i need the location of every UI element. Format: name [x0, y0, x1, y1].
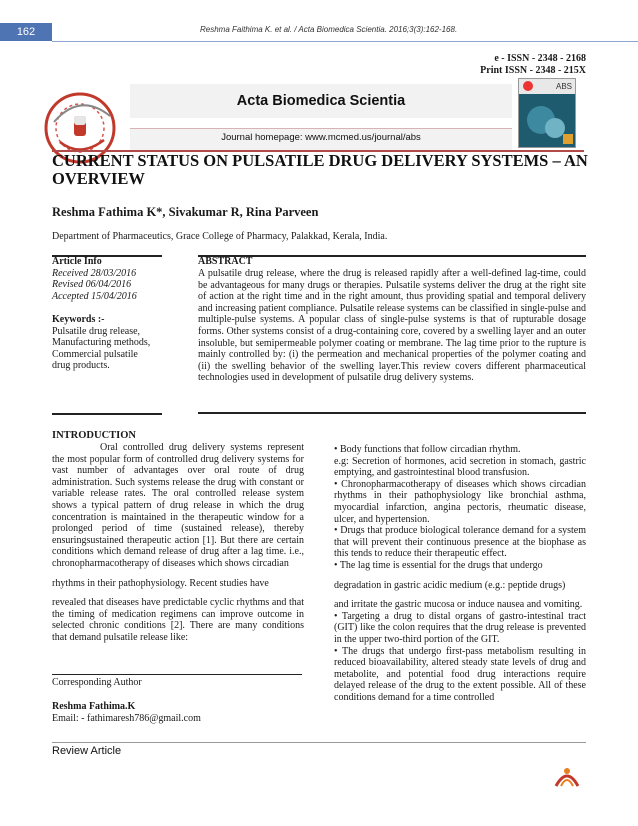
- introduction-left-column: [52, 442, 304, 644]
- list-item: degradation in gastric acidic medium (e.g.: peptide drugs): [334, 579, 566, 591]
- list-item: • The drugs that undergo first-pass metabolism resulting in reduced bioavailability, altered steady state levels of drug and metabolite, and potential food drug interactions require delayed release of the drug to the extent possible. All of these conditions demand for a time controlled: [334, 645, 586, 703]
- corresponding-author-rule: [52, 674, 302, 675]
- print-issn: Print ISSN - 2348 - 215X: [480, 65, 586, 76]
- paragraph: revealed that diseases have predictable cyclic rhythms and that the timing of medication regimens can improve outcome in selected chronic conditions [2]. There are many conditions that demand pulsatile release like:: [52, 597, 304, 643]
- keyword: drug products.: [52, 360, 110, 372]
- accepted-date: Accepted 15/04/2016: [52, 290, 137, 302]
- cover-art-icon: [519, 94, 575, 147]
- cover-badge-icon: [523, 81, 533, 91]
- keyword: Commercial pulsatile: [52, 348, 138, 360]
- journal-name: Acta Biomedica Scientia: [130, 84, 512, 118]
- keywords-heading: Keywords :-: [52, 313, 105, 325]
- list-item: and irritate the gastric mucosa or induce nausea and vomiting.: [334, 599, 583, 611]
- article-info-bottom-rule: [52, 413, 162, 415]
- footer-rule: [52, 742, 586, 743]
- header-top-rule: [52, 41, 638, 42]
- list-item: • Targeting a drug to distal organs of gastro-intestinal tract (GIT) like the colon requires that the drug release is prevented in the upper two-third portion of the GIT.: [334, 610, 586, 645]
- journal-cover-image: [518, 78, 576, 148]
- article-info-heading: Article Info: [52, 256, 102, 267]
- journal-homepage-link[interactable]: Journal homepage: www.mcmed.us/journal/abs: [221, 132, 421, 143]
- received-date: Received 28/03/2016: [52, 267, 137, 279]
- running-citation: Reshma Faithima K. et al. / Acta Biomedica Scientia. 2016;3(3):162-168.: [200, 25, 458, 34]
- article-authors: Reshma Fathima K*, Sivakumar R, Rina Parveen: [52, 205, 319, 219]
- keyword: Manufacturing methods,: [52, 337, 151, 349]
- abstract-text: A pulsatile drug release, where the drug is released rapidly after a well-defined lag-time, could be advantageous for many drugs or therapies. Pulsatile systems deliver the drug at the right site of action at the right time and in the right amount, thus providing spatial and temporal delivery and increasing patient compliance. Pulsatile release systems can be classified in single-pulse and multiple-pulse systems. A popular class of single-pulse systems is that of rupturable dosage forms. Other systems consist of a drug-containing core, covered by a swelling layer and an outer insoluble, but semipermeable polymer coating or membrane. The lag time prior to the rupture is mainly controlled by: (i) the permeation and mechanical properties of the polymer coating and (ii) the swelling behavior of the swelling layer.This review covers different pharmaceutical technologies used in development of pulsatile drug delivery systems.: [198, 268, 586, 384]
- list-item: • Drugs that produce biological tolerance demand for a system that will prevent their continuous presence at the biophase as this tends to reduce their therapeutic effect.: [334, 525, 586, 560]
- article-info: [52, 256, 192, 372]
- keyword: Pulsatile drug release,: [52, 325, 141, 337]
- abstract-bottom-rule: [198, 412, 586, 414]
- paragraph: Oral controlled drug delivery systems represent the most popular form of controlled drug delivery systems for vast number of advantages over oral route of drug administration. Such systems release the drug with constant or variable release rates. The oral controlled release system shows a typical pattern of drug release in which the drug concentration is maintained in the therapeutic window for a prolonged period of time (sustained release), thereby ensuringsustained therapeutic action [1]. But there are certain conditions which demand release of drug after a lag time. i.e., chronopharmacotherapy of diseases which shows circadian: [52, 442, 304, 569]
- corresponding-author-name: Reshma Fathima.K: [52, 701, 136, 712]
- cover-label: ABS: [519, 79, 575, 94]
- author-affiliation: Department of Pharmaceutics, Grace College of Pharmacy, Palakkad, Kerala, India.: [52, 231, 388, 242]
- e-issn: e - ISSN - 2348 - 2168: [494, 53, 586, 64]
- corresponding-author-email[interactable]: Email: - fathimaresh786@gmail.com: [52, 713, 201, 724]
- article-type-label: Review Article: [52, 745, 122, 757]
- abstract-top-rule: [198, 255, 586, 257]
- list-item: • The lag time is essential for the drugs that undergo: [334, 559, 543, 571]
- abstract-heading: ABSTRACT: [198, 256, 253, 267]
- publisher-logo-icon: [552, 762, 582, 792]
- article-title: CURRENT STATUS ON PULSATILE DRUG DELIVERY SYSTEMS – AN OVERVIEW: [52, 151, 588, 188]
- revised-date: Revised 06/04/2016: [52, 279, 132, 291]
- list-item: • Body functions that follow circadian rhythm.: [334, 444, 521, 455]
- paragraph: rhythms in their pathophysiology. Recent studies have: [52, 577, 269, 589]
- corresponding-author-label: Corresponding Author: [52, 677, 142, 688]
- introduction-heading: INTRODUCTION: [52, 430, 137, 441]
- introduction-right-column: [334, 444, 586, 703]
- page-number: 162: [0, 23, 52, 41]
- list-item: e.g: Secretion of hormones, acid secretion in stomach, gastric emptying, and gastrointestinal blood transfusion.: [334, 455, 586, 479]
- list-item: • Chronopharmacotherapy of diseases which shows circadian rhythms in their pathophysiology like bronchial asthma, myocardial infarction, angina pectoris, rheumatic disease, ulcer, and hypertension.: [334, 478, 586, 525]
